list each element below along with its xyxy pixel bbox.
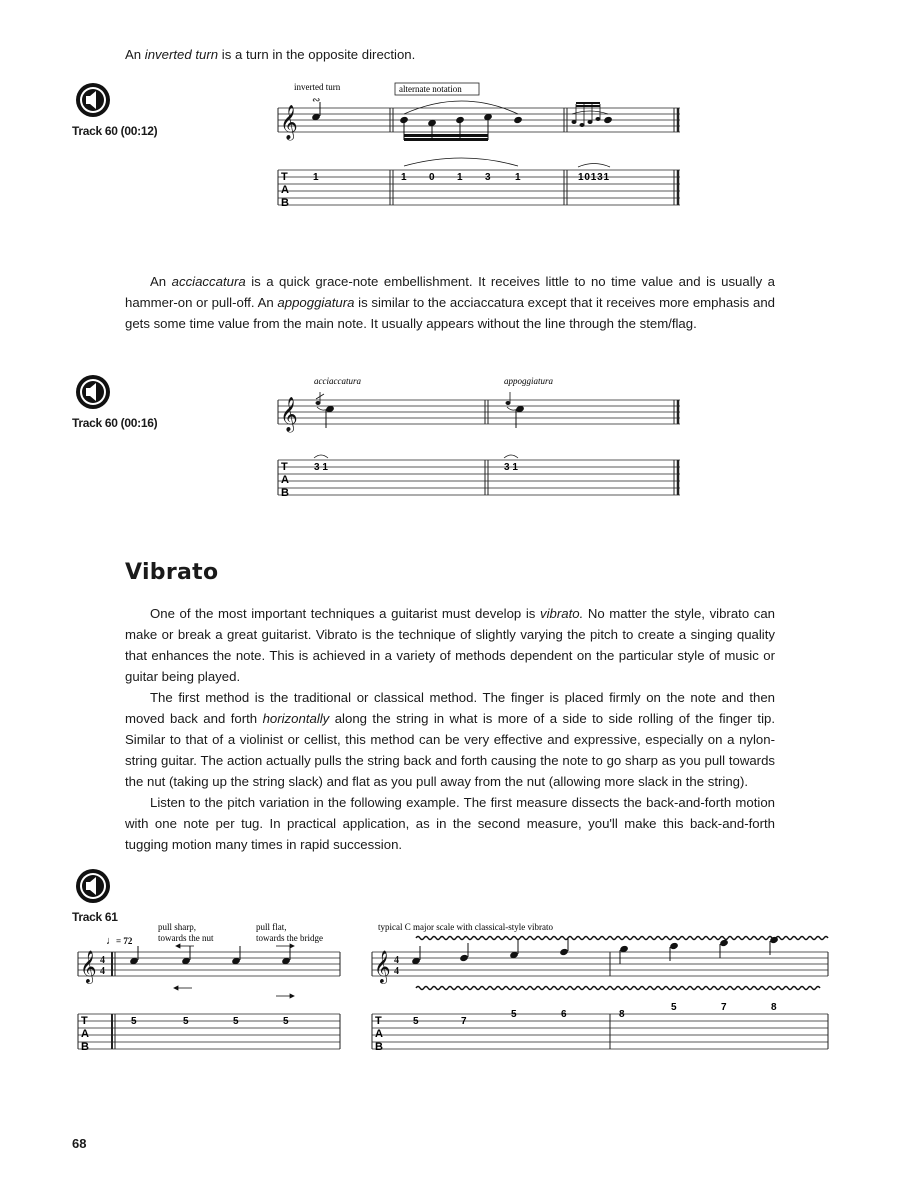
intro-pre: An bbox=[125, 47, 145, 62]
track-label: Track 60 (00:12) bbox=[72, 124, 158, 138]
tab-fret: 8 bbox=[619, 1009, 625, 1020]
tab-fret: 3 1 bbox=[314, 462, 328, 473]
vibrato-text: The first method is the traditional or classical method. The finger is placed firmly on the note and then moved back and forth bbox=[125, 690, 775, 726]
vibrato-paragraph-1 bbox=[125, 603, 775, 687]
tab-fret: 5 bbox=[183, 1016, 189, 1027]
tab-fret: 1 bbox=[313, 172, 319, 183]
vibrato-term: vibrato. bbox=[539, 606, 584, 621]
tab-letter-a: A bbox=[81, 1028, 89, 1040]
appoggiatura-label: appoggiatura bbox=[504, 376, 554, 386]
svg-text:𝄞: 𝄞 bbox=[80, 952, 97, 983]
svg-text:4: 4 bbox=[100, 955, 105, 966]
vibrato-text: One of the most important techniques a guitarist must develop is bbox=[150, 606, 540, 621]
vibrato-paragraph-3: Listen to the pitch variation in the following example. The first measure dissects the back-and-forth motion with one note per tug. In practical application, as in the second measure, you'll make this back-and-forth tugging motion many times in rapid succession. bbox=[125, 795, 775, 852]
pull-sharp-label: pull sharp, bbox=[158, 922, 196, 932]
tab-fret: 0 bbox=[429, 172, 435, 183]
tab-letter-t: T bbox=[81, 1015, 88, 1027]
tab-fret: 6 bbox=[561, 1009, 567, 1020]
acciaccatura-term: acciaccatura bbox=[171, 274, 246, 289]
notation-example-inverted-turn bbox=[272, 80, 692, 220]
tab-fret: 5 bbox=[131, 1016, 137, 1027]
svg-text:𝄞: 𝄞 bbox=[280, 106, 298, 139]
vibrato-paragraph-2 bbox=[125, 687, 775, 792]
grace-text-2: is similar to the acciaccatura except that it receives more emphasis and gets some time value from the main note. It usually appears without the line through the stem/flag. bbox=[125, 295, 775, 331]
intro-term: inverted turn bbox=[144, 47, 219, 62]
svg-text:𝄞: 𝄞 bbox=[280, 398, 298, 431]
tab-fret: 5 bbox=[511, 1009, 517, 1020]
section-heading: Vibrato bbox=[125, 560, 219, 585]
tab-fret: 1 bbox=[457, 172, 463, 183]
tab-fret: 3 1 bbox=[504, 462, 518, 473]
grace-note-paragraph bbox=[125, 271, 775, 334]
tab-fret: 5 bbox=[233, 1016, 239, 1027]
tab-letter-t: T bbox=[281, 461, 288, 473]
tab-letter-b: B bbox=[281, 197, 289, 209]
tab-fret: 3 bbox=[485, 172, 491, 183]
inverted-turn-label: inverted turn bbox=[294, 82, 341, 92]
track-label: Track 61 bbox=[72, 910, 118, 924]
tab-letter-a: A bbox=[281, 184, 289, 196]
tab-letter-a: A bbox=[281, 474, 289, 486]
speaker-icon[interactable] bbox=[75, 868, 111, 904]
vibrato-text: No matter the style, vibrato can make or break a great guitarist. Vibrato is the technique of slightly varying the pitch to create a singing quality that enhances the note. This is achieved in a variety of methods dependent on the particular style of music or guitar being played. bbox=[125, 606, 776, 684]
tab-fret: 10131 bbox=[578, 172, 610, 183]
track-label: Track 60 (00:16) bbox=[72, 416, 158, 430]
tab-letter-b: B bbox=[281, 487, 289, 499]
tab-fret: 7 bbox=[721, 1002, 727, 1013]
svg-text:∾: ∾ bbox=[312, 95, 321, 106]
pull-sharp-label-2: towards the nut bbox=[158, 933, 214, 943]
svg-text:4: 4 bbox=[394, 966, 399, 977]
tab-fret: 5 bbox=[671, 1002, 677, 1013]
tab-fret: 1 bbox=[515, 172, 521, 183]
intro-post: is a turn in the opposite direction. bbox=[218, 47, 416, 62]
tab-letter-t: T bbox=[375, 1015, 382, 1027]
tab-fret: 5 bbox=[283, 1016, 289, 1027]
tab-fret: 7 bbox=[461, 1016, 467, 1027]
speaker-icon[interactable] bbox=[75, 82, 111, 118]
svg-text:4: 4 bbox=[394, 955, 399, 966]
speaker-icon[interactable] bbox=[75, 374, 111, 410]
vibrato-paragraphs bbox=[125, 603, 775, 855]
svg-text:𝄞: 𝄞 bbox=[374, 952, 391, 983]
vibrato-caption: typical C major scale with classical-style vibrato bbox=[378, 922, 553, 932]
tab-letter-t: T bbox=[281, 171, 288, 183]
tab-fret: 8 bbox=[771, 1002, 777, 1013]
grace-text-1: is a quick grace-note embellishment. It receives little to no time value and is usually a hammer-on or pull-off. An bbox=[125, 274, 776, 310]
pull-flat-label: pull flat, bbox=[256, 922, 287, 932]
tab-letter-b: B bbox=[375, 1041, 383, 1053]
notation-example-vibrato bbox=[72, 916, 832, 1056]
svg-text:4: 4 bbox=[100, 966, 105, 977]
horizontally-term: horizontally bbox=[262, 711, 330, 726]
intro-text bbox=[125, 44, 775, 65]
tab-letter-a: A bbox=[375, 1028, 383, 1040]
tab-fret: 5 bbox=[413, 1016, 419, 1027]
pull-flat-label-2: towards the bridge bbox=[256, 933, 323, 943]
svg-text:♩: ♩ bbox=[106, 935, 117, 947]
notation-example-grace-notes bbox=[272, 372, 692, 512]
tempo-marking: = 72 bbox=[116, 936, 133, 946]
acciaccatura-label: acciaccatura bbox=[314, 376, 361, 386]
appoggiatura-term: appoggiatura bbox=[277, 295, 355, 310]
page-number: 68 bbox=[72, 1136, 87, 1151]
alternate-notation-label: alternate notation bbox=[399, 84, 462, 94]
tab-fret: 1 bbox=[401, 172, 407, 183]
vibrato-text: along the string in what is more of a side to side rolling of the finger tip. Similar to that of a violinist or cellist, this method can be very effective and expressive, especially on a nylon-string guitar. The action actually pulls the string back and forth causing the note to go sharp as you pull towards the nut (taking up the string slack) and flat as you pull away from the nut (allowing more slack in the string). bbox=[125, 711, 775, 789]
tab-letter-b: B bbox=[81, 1041, 89, 1053]
grace-lead: An bbox=[150, 274, 172, 289]
